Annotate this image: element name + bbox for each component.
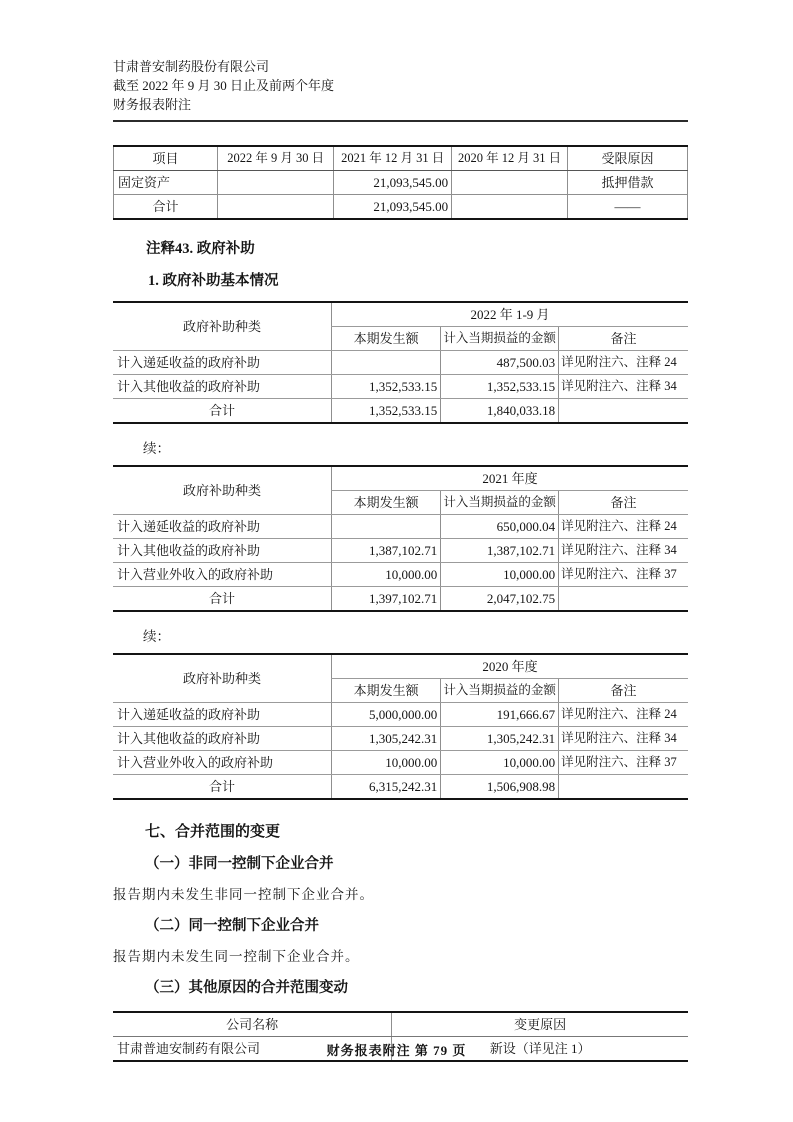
data-cell: 详见附注六、注释 37 — [559, 751, 688, 775]
header-cell: 本期发生额 — [332, 491, 441, 515]
data-cell: 详见附注六、注释 24 — [559, 351, 688, 375]
data-cell — [559, 399, 688, 424]
table-header-row — [113, 1012, 688, 1037]
data-cell: 计入递延收益的政府补助 — [113, 703, 332, 727]
restricted-assets-table — [113, 145, 688, 220]
data-cell: 1,352,533.15 — [441, 375, 559, 399]
data-cell — [332, 515, 441, 539]
header-cell: 2022 年 9 月 30 日 — [217, 146, 334, 171]
table-row — [113, 351, 688, 375]
table-row — [113, 515, 688, 539]
section7-sub1-heading: （一）非同一控制下企业合并 — [145, 856, 334, 872]
header-cell: 政府补助种类 — [113, 654, 332, 703]
header-cell: 备注 — [559, 491, 688, 515]
data-cell: 1,840,033.18 — [441, 399, 559, 424]
header-cell: 变更原因 — [392, 1012, 688, 1037]
data-cell: 计入递延收益的政府补助 — [113, 351, 332, 375]
section7-para1: 报告期内未发生非同一控制下企业合并。 — [113, 887, 374, 902]
header-cell: 2021 年 12 月 31 日 — [334, 146, 452, 171]
table-header-row — [113, 302, 688, 327]
data-cell — [559, 775, 688, 800]
data-cell — [452, 171, 568, 195]
data-cell: 抵押借款 — [568, 171, 688, 195]
data-cell: 6,315,242.31 — [332, 775, 441, 800]
header-cell: 计入当期损益的金额 — [441, 327, 559, 351]
header-cell-period: 2021 年度 — [332, 466, 689, 491]
table-row — [113, 775, 688, 800]
header-cell: 政府补助种类 — [113, 302, 332, 351]
grant-table-2022 — [113, 301, 688, 424]
data-cell: —— — [568, 195, 688, 220]
data-cell: 1,387,102.71 — [332, 539, 441, 563]
data-cell: 合计 — [208, 779, 235, 794]
data-cell: 甘肃普迪安制药有限公司 — [117, 1041, 261, 1056]
data-cell: 487,500.03 — [441, 351, 559, 375]
page-footer: 财务报表附注 第 79 页 — [326, 1043, 467, 1058]
header-cell: 计入当期损益的金额 — [441, 491, 559, 515]
section7-sub3-heading: （三）其他原因的合并范围变动 — [145, 980, 348, 996]
note43-sub-heading: 1. 政府补助基本情况 — [148, 273, 279, 289]
period-line: 截至 2022 年 9 月 30 日止及前两个年度 — [113, 78, 335, 93]
section7-sub2-heading: （二）同一控制下企业合并 — [145, 918, 319, 934]
data-cell: 2,047,102.75 — [441, 587, 559, 612]
data-cell — [332, 351, 441, 375]
table-row — [113, 727, 688, 751]
data-cell: 10,000.00 — [441, 563, 559, 587]
table-header-row — [113, 654, 688, 679]
data-cell: 详见附注六、注释 24 — [559, 703, 688, 727]
header-cell: 本期发生额 — [332, 679, 441, 703]
note43-heading: 注释43. 政府补助 — [146, 241, 255, 257]
data-cell: 合计 — [208, 403, 235, 418]
data-cell — [217, 195, 334, 220]
header-cell: 备注 — [559, 327, 688, 351]
data-cell: 详见附注六、注释 24 — [559, 515, 688, 539]
header-cell: 公司名称 — [113, 1012, 392, 1037]
table-row — [114, 171, 688, 195]
doc-type: 财务报表附注 — [113, 97, 192, 112]
table-row — [113, 563, 688, 587]
header-cell: 本期发生额 — [332, 327, 441, 351]
continuation-label: 续： — [143, 441, 170, 456]
data-cell: 计入营业外收入的政府补助 — [113, 563, 332, 587]
table-header-row — [113, 466, 688, 491]
data-cell — [559, 587, 688, 612]
table-row — [113, 703, 688, 727]
data-cell: 10,000.00 — [332, 563, 441, 587]
data-cell: 计入递延收益的政府补助 — [113, 515, 332, 539]
header-cell: 受限原因 — [568, 146, 688, 171]
data-cell: 1,352,533.15 — [332, 399, 441, 424]
data-cell: 详见附注六、注释 34 — [559, 375, 688, 399]
table-row — [114, 195, 688, 220]
continuation-label: 续： — [143, 629, 170, 644]
data-cell: 10,000.00 — [441, 751, 559, 775]
grant-table-2021 — [113, 465, 688, 612]
data-cell: 5,000,000.00 — [332, 703, 441, 727]
data-cell: 合计 — [208, 591, 235, 606]
data-cell: 21,093,545.00 — [334, 195, 452, 220]
data-cell: 合计 — [114, 195, 218, 220]
data-cell: 1,305,242.31 — [441, 727, 559, 751]
data-cell: 计入其他收益的政府补助 — [113, 539, 332, 563]
data-cell: 650,000.04 — [441, 515, 559, 539]
data-cell: 1,397,102.71 — [332, 587, 441, 612]
section7-heading: 七、合并范围的变更 — [145, 824, 281, 840]
section7-para2: 报告期内未发生同一控制下企业合并。 — [113, 949, 360, 964]
header-cell: 备注 — [559, 679, 688, 703]
company-name: 甘肃普安制药股份有限公司 — [113, 59, 270, 74]
table-row — [113, 375, 688, 399]
table-row — [113, 751, 688, 775]
header-cell: 项目 — [114, 146, 218, 171]
data-cell: 计入其他收益的政府补助 — [113, 727, 332, 751]
grant-table-2020 — [113, 653, 688, 800]
doc-header — [113, 57, 688, 114]
data-cell: 固定资产 — [114, 171, 218, 195]
data-cell: 10,000.00 — [332, 751, 441, 775]
header-cell: 2020 年 12 月 31 日 — [452, 146, 568, 171]
data-cell: 1,506,908.98 — [441, 775, 559, 800]
table-row — [113, 587, 688, 612]
table-row — [113, 399, 688, 424]
data-cell: 详见附注六、注释 34 — [559, 727, 688, 751]
header-cell-period: 2022 年 1-9 月 — [332, 302, 689, 327]
header-cell: 政府补助种类 — [113, 466, 332, 515]
data-cell — [452, 195, 568, 220]
table-row — [113, 539, 688, 563]
data-cell: 计入营业外收入的政府补助 — [113, 751, 332, 775]
data-cell: 详见附注六、注释 37 — [559, 563, 688, 587]
data-cell — [217, 171, 334, 195]
data-cell: 新设（详见注 1） — [392, 1037, 688, 1062]
data-cell: 191,666.67 — [441, 703, 559, 727]
table-header-row — [114, 146, 688, 171]
header-rule — [113, 120, 688, 122]
data-cell: 1,352,533.15 — [332, 375, 441, 399]
data-cell: 计入其他收益的政府补助 — [113, 375, 332, 399]
header-cell: 计入当期损益的金额 — [441, 679, 559, 703]
header-cell-period: 2020 年度 — [332, 654, 689, 679]
data-cell: 详见附注六、注释 34 — [559, 539, 688, 563]
data-cell: 1,305,242.31 — [332, 727, 441, 751]
data-cell: 1,387,102.71 — [441, 539, 559, 563]
data-cell: 21,093,545.00 — [334, 171, 452, 195]
